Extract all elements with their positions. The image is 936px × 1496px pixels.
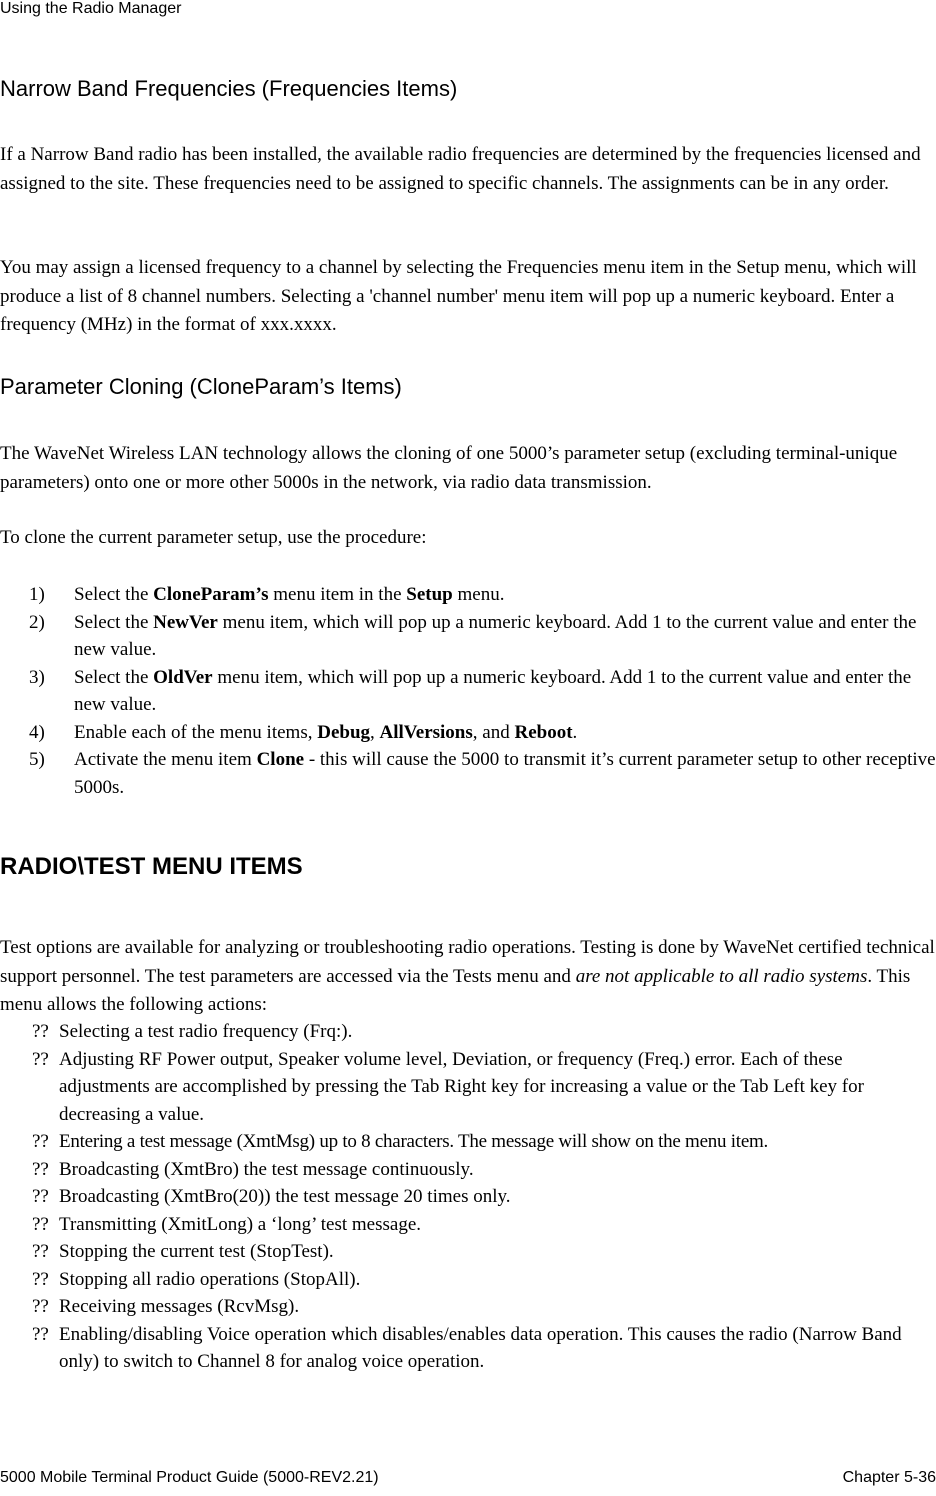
cloning-step xyxy=(0,664,936,719)
step-bold-term: Debug xyxy=(317,721,371,743)
list-item-text: Enabling/disabling Voice operation which disables/enables data operation. This causes the radio (Narrow Band only) to switch to Channel 8 for analog voice operation. xyxy=(59,1323,902,1372)
list-item-text: Transmitting (XmitLong) a ‘long’ test message. xyxy=(59,1213,422,1235)
radio-test-actions-list xyxy=(0,1018,936,1376)
list-item xyxy=(0,1183,936,1211)
step-number: 3) xyxy=(29,666,45,688)
list-item xyxy=(0,1046,936,1129)
step-text: Select the xyxy=(74,611,154,633)
step-text: menu item in the xyxy=(268,584,407,605)
step-text: , and xyxy=(472,721,515,743)
step-bold-term: Clone xyxy=(256,749,305,770)
step-bold-term: AllVersions xyxy=(379,721,473,743)
step-number: 2) xyxy=(29,611,45,633)
radio-test-paragraph xyxy=(0,934,936,1020)
step-bold-term: NewVer xyxy=(153,611,218,633)
step-bold-term: OldVer xyxy=(153,666,213,688)
cloning-paragraph-2: To clone the current parameter setup, use the procedure: xyxy=(0,527,427,548)
bullet-marker: ?? xyxy=(32,1131,49,1152)
bullet-marker: ?? xyxy=(32,1213,49,1235)
step-number: 5) xyxy=(29,749,45,770)
cloning-paragraph-1: The WaveNet Wireless LAN technology allows the cloning of one 5000’s parameter setup (excluding terminal-unique parameters) onto one or more other 5000s in the network, via radio data transmission. xyxy=(0,443,898,493)
step-text: menu item, which will pop up a numeric keyboard. Add 1 to the current value and enter the new value. xyxy=(74,666,912,715)
running-header: Using the Radio Manager xyxy=(0,0,182,17)
list-item-text: Selecting a test radio frequency (Frq:). xyxy=(59,1021,353,1042)
step-number: 1) xyxy=(29,584,45,605)
step-text: , xyxy=(370,721,380,743)
list-item-text: Receiving messages (RcvMsg). xyxy=(59,1296,300,1317)
list-item xyxy=(0,1156,936,1184)
cloning-step xyxy=(0,719,936,747)
bullet-marker: ?? xyxy=(32,1241,49,1262)
step-text: Activate the menu item xyxy=(74,749,257,770)
step-text: menu item, which will pop up a numeric keyboard. Add 1 to the current value and enter the new value. xyxy=(74,611,917,660)
footer-document-title: 5000 Mobile Terminal Product Guide (5000-REV2.21) xyxy=(0,1469,379,1486)
bullet-marker: ?? xyxy=(32,1158,49,1180)
bullet-marker: ?? xyxy=(32,1186,49,1207)
list-item xyxy=(0,1018,936,1046)
list-item-text: Stopping all radio operations (StopAll). xyxy=(59,1268,361,1290)
heading-radio-test-menu-items: RADIO\TEST MENU ITEMS xyxy=(0,853,303,880)
step-text: Enable each of the menu items, xyxy=(74,721,318,743)
bullet-marker: ?? xyxy=(32,1048,49,1070)
list-item-text: Broadcasting (XmtBro) the test message continuously. xyxy=(59,1158,474,1180)
list-item xyxy=(0,1321,936,1376)
footer-page-number: Chapter 5-36 xyxy=(842,1469,936,1486)
narrow-band-paragraph-2: You may assign a licensed frequency to a channel by selecting the Frequencies menu item in the Setup menu, which will produce a list of 8 channel numbers. Selecting a 'channel number' menu item will pop up a numeric keyboard. Enter a frequency (MHz) in the format of xxx.xxxx. xyxy=(0,257,917,335)
list-item xyxy=(0,1128,936,1156)
running-footer xyxy=(0,1469,936,1487)
cloning-step xyxy=(0,581,936,609)
paragraph-text: . This menu allows the following actions: xyxy=(0,965,911,1015)
step-bold-term: Reboot xyxy=(514,721,573,743)
heading-narrow-band: Narrow Band Frequencies (Frequencies Items) xyxy=(0,76,458,101)
step-text: . xyxy=(572,721,578,743)
list-item xyxy=(0,1211,936,1239)
heading-parameter-cloning: Parameter Cloning (CloneParam’s Items) xyxy=(0,374,402,399)
list-item-text: Broadcasting (XmtBro(20)) the test message 20 times only. xyxy=(59,1186,511,1207)
step-number: 4) xyxy=(29,721,45,743)
cloning-step xyxy=(0,609,936,664)
step-text: Select the xyxy=(74,666,154,688)
list-item-text: Stopping the current test (StopTest). xyxy=(59,1241,334,1262)
paragraph-emphasis: are not applicable to all radio systems xyxy=(575,965,868,987)
bullet-marker: ?? xyxy=(32,1268,49,1290)
list-item xyxy=(0,1238,936,1266)
list-item-text: Adjusting RF Power output, Speaker volume level, Deviation, or frequency (Freq.) error. Each of these adjustments are accomplished by pressing the Tab Right key for increasing a value or the Tab Left key for decreasing a value. xyxy=(59,1048,864,1125)
cloning-step xyxy=(0,746,936,801)
step-bold-term: Setup xyxy=(406,584,453,605)
bullet-marker: ?? xyxy=(32,1296,49,1317)
step-text: menu. xyxy=(452,584,505,605)
step-bold-term: CloneParam’s xyxy=(153,584,269,605)
list-item-text: Entering a test message (XmtMsg) up to 8 characters. The message will show on the menu item. xyxy=(59,1131,769,1152)
bullet-marker: ?? xyxy=(32,1323,49,1345)
narrow-band-paragraph-1: If a Narrow Band radio has been installed, the available radio frequencies are determined by the frequencies licensed and assigned to the site. These frequencies need to be assigned to specific channels. The assignments can be in any order. xyxy=(0,144,921,194)
bullet-marker: ?? xyxy=(32,1021,49,1042)
paragraph-text: Test options are available for analyzing or troubleshooting radio operations. Testing is done by WaveNet certified technical support personnel. The test parameters are accessed via the Tests menu and xyxy=(0,937,935,987)
step-text: - this will cause the 5000 to transmit it’s current parameter setup to other receptive 5000s. xyxy=(74,749,936,798)
list-item xyxy=(0,1266,936,1294)
cloning-steps-list xyxy=(0,581,936,801)
step-text: Select the xyxy=(74,584,154,605)
list-item xyxy=(0,1293,936,1321)
